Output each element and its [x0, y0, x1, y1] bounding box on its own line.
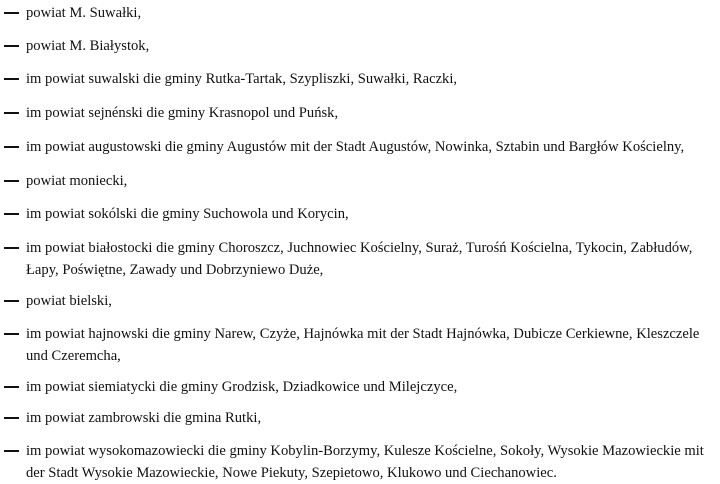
list-item [0, 290, 720, 312]
list-item [0, 407, 720, 429]
list-item-text: im powiat białostocki die gminy Choroszcz, Juchnowiec Kościelny, Suraż, Turośń Kościelna, Tykocin, Zabłudów, Łapy, Poświętne, Zawady und Dobrzyniewo Duże, [26, 240, 693, 278]
list-item-text: powiat bielski, [26, 293, 112, 309]
list-item-text: powiat M. Suwałki, [26, 5, 142, 21]
list-item-text: im powiat sejnénski die gminy Krasnopol und Puńsk, [26, 105, 339, 121]
list-item [0, 68, 720, 90]
list-item [0, 376, 720, 398]
list-item-text: powiat M. Białystok, [26, 38, 150, 54]
list-item-text: im powiat suwalski die gminy Rutka-Tartak, Szypliszki, Suwałki, Raczki, [26, 71, 458, 87]
list-item [0, 35, 720, 57]
list-item-text: im powiat siemiatycki die gminy Grodzisk, Dziadkowice und Milejczyce, [26, 379, 458, 395]
list-item [0, 170, 720, 192]
list-item-text: im powiat sokólski die gminy Suchowola und Korycin, [26, 206, 349, 222]
list-item-text: im powiat zambrowski die gmina Rutki, [26, 410, 262, 426]
list-item [0, 136, 720, 158]
list-item-text: im powiat augustowski die gminy Augustów mit der Stadt Augustów, Nowinka, Sztabin und Bargłów Kościelny, [26, 139, 685, 155]
list-item [0, 102, 720, 124]
list-item-text: im powiat hajnowski die gminy Narew, Czyże, Hajnówka mit der Stadt Hajnówka, Dubicze Cerkiewne, Kleszczele und Czeremcha, [26, 326, 700, 364]
list-item [0, 203, 720, 225]
list-item [0, 323, 720, 367]
list-item [0, 440, 720, 484]
list-item [0, 237, 720, 281]
list-item-text: im powiat wysokomazowiecki die gminy Kobylin-Borzymy, Kulesze Kościelne, Sokoły, Wysokie Mazowieckie mit der Stadt Wysokie Mazowieckie, Nowe Piekuty, Szepietowo, Klukowo und Ciechanowiec. [26, 443, 704, 481]
list-item-text: powiat moniecki, [26, 173, 128, 189]
list-item [0, 2, 720, 24]
